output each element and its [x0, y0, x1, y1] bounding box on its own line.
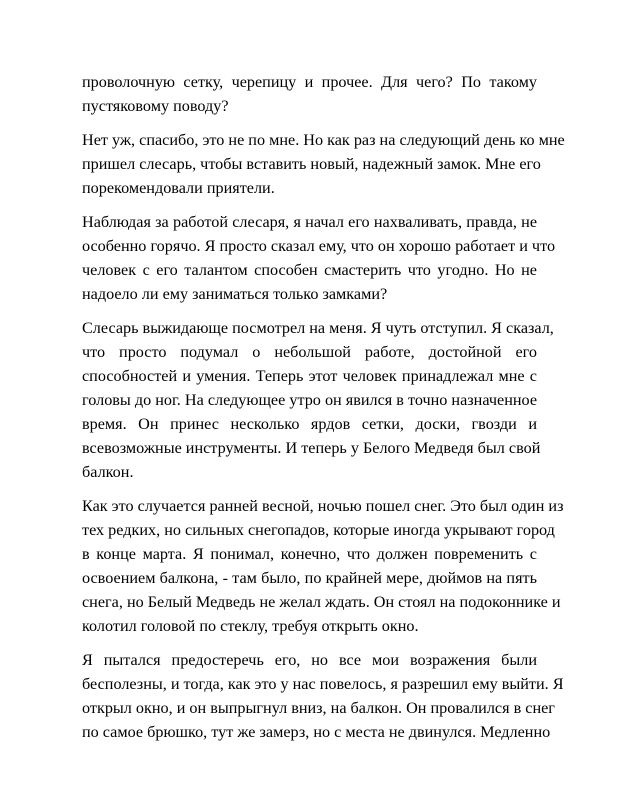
text-line: снега, но Белый Медведь не желал ждать. Он стоял на подоконнике и	[82, 593, 561, 611]
paragraph	[82, 70, 537, 118]
text-line: надоело ли ему заниматься только замками?	[82, 285, 388, 303]
paragraph	[82, 648, 564, 744]
text-line: человек с его талантом способен смастерить что угодно. Но не	[82, 261, 537, 279]
text-line: бесполезны, и тогда, как это у нас повелось, я разрешил ему выйти. Я	[82, 675, 564, 693]
text-line: Слесарь выжидающе посмотрел на меня. Я чуть отступил. Я сказал,	[82, 319, 554, 337]
text-line: по самое брюшко, тут же замерз, но с места не двинулся. Медленно	[82, 723, 551, 741]
text-line: освоением балкона, - там было, по крайней мере, дюймов на пять	[82, 569, 537, 587]
text-line: особенно горячо. Я просто сказал ему, что он хорошо работает и что	[82, 237, 556, 255]
text-line: Я пытался предостеречь его, но все мои возражения были	[82, 651, 537, 669]
document-body	[82, 70, 565, 754]
text-line: Наблюдая за работой слесаря, я начал его нахваливать, правда, не	[82, 213, 537, 231]
paragraph	[82, 128, 565, 200]
text-line: способностей и умения. Теперь этот человек принадлежал мне с	[82, 367, 537, 385]
text-line: Нет уж, спасибо, это не по мне. Но как раз на следующий день ко мне	[82, 131, 565, 149]
text-line: колотил головой по стеклу, требуя открыть окно.	[82, 617, 419, 635]
text-line: что просто подумал о небольшой работе, достойной его	[82, 343, 537, 361]
text-line: пустяковому поводу?	[82, 97, 229, 115]
text-line: тех редких, но сильных снегопадов, которые иногда укрывают город	[82, 521, 555, 539]
paragraph	[82, 316, 554, 484]
text-line: в конце марта. Я понимал, конечно, что должен повременить с	[82, 545, 537, 563]
text-line: Как это случается ранней весной, ночью пошел снег. Это был один из	[82, 497, 564, 515]
text-line: время. Он принес несколько ярдов сетки, доски, гвозди и	[82, 415, 537, 433]
text-line: балкон.	[82, 463, 134, 481]
text-line: пришел слесарь, чтобы вставить новый, надежный замок. Мне его	[82, 155, 541, 173]
text-line: проволочную сетку, черепицу и прочее. Для чего? По такому	[82, 73, 537, 91]
paragraph	[82, 210, 556, 306]
paragraph	[82, 494, 564, 638]
text-line: всевозможные инструменты. И теперь у Белого Медведя был свой	[82, 439, 541, 457]
text-line: головы до ног. На следующее утро он явился в точно назначенное	[82, 391, 538, 409]
text-line: открыл окно, и он выпрыгнул вниз, на балкон. Он провалился в снег	[82, 699, 555, 717]
text-line: порекомендовали приятели.	[82, 179, 275, 197]
